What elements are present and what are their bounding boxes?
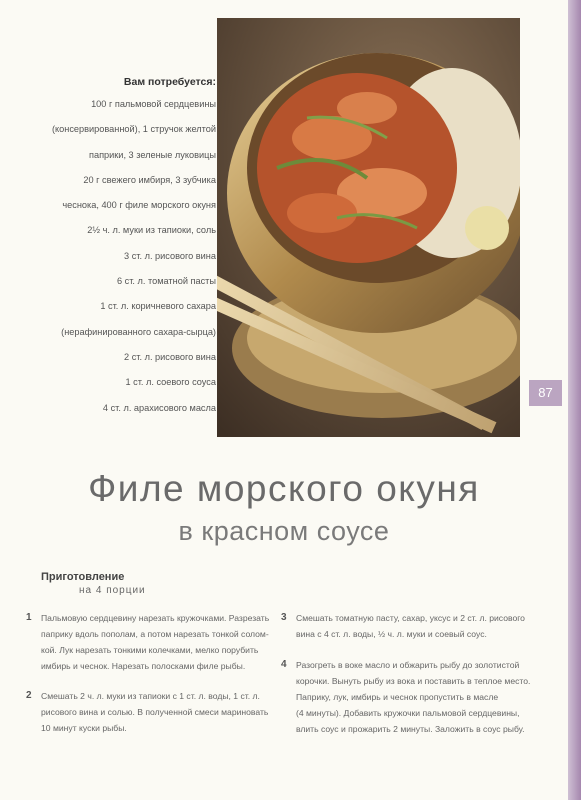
ingredient-line: (консервированной), 1 стручок желтой (51, 124, 216, 135)
book-spine-edge (568, 0, 581, 800)
fish-dish-illustration (217, 18, 520, 437)
ingredient-line: 1 ст. л. коричневого сахара (100, 301, 216, 312)
step-4 (281, 657, 558, 737)
ingredient-line: паприки, 3 зеленые луковицы (88, 149, 216, 160)
step-number: 4 (281, 659, 287, 670)
ingredient-line: 2 ст. л. рисового вина (124, 351, 216, 362)
step-2 (26, 688, 274, 736)
recipe-title: Филе морского окуня (88, 468, 480, 509)
step-line: рисового вина и солью. В полученной смеси мариновать (41, 707, 269, 717)
step-line: (4 минуты). Добавить кружочки пальмовой сердцевины, (296, 708, 520, 718)
ingredient-line: 4 ст. л. арахисового масла (102, 402, 216, 413)
step-line: паприку вдоль пополам, а потом нарезать тонкой солом- (41, 629, 269, 639)
step-number: 3 (281, 612, 287, 623)
ingredients-list (20, 76, 216, 427)
step-line: корочки. Вынуть рыбу из вока и поставить в теплое место. (296, 676, 531, 686)
step-line: вина с 4 ст. л. воды, ½ ч. л. муки и соевый соус. (296, 629, 487, 639)
step-1 (26, 610, 274, 674)
page-number-tab: 87 (529, 380, 562, 406)
step-line: Смешать 2 ч. л. муки из тапиоки с 1 ст. л. воды, 1 ст. л. (41, 691, 260, 701)
ingredient-line: 100 г пальмовой сердцевины (91, 99, 216, 109)
ingredient-line: 20 г свежего имбиря, 3 зубчика (83, 174, 216, 185)
step-line: влить соус и прожарить 2 минуты. Заложить в соус рыбу. (296, 724, 525, 734)
step-line: 10 минут куски рыбы. (41, 723, 127, 733)
step-line: Пальмовую сердцевину нарезать кружочками. Разрезать (41, 613, 270, 623)
step-number: 2 (26, 690, 32, 701)
preparation-heading: Приготовление (41, 571, 125, 583)
recipe-subtitle: в красном соусе (178, 516, 390, 546)
step-number: 1 (26, 612, 32, 623)
step-line: Разогреть в воке масло и обжарить рыбу до золотистой (296, 660, 520, 670)
ingredients-heading: Вам потребуется: (123, 76, 216, 88)
ingredient-line: чеснока, 400 г филе морского окуня (62, 200, 216, 211)
ingredient-line: 3 ст. л. рисового вина (124, 250, 216, 261)
step-line: имбирь и чеснок. Нарезать полосками филе рыбы. (41, 661, 246, 671)
step-line: Паприку, лук, имбирь и чеснок пропустить в масле (296, 692, 499, 702)
ingredient-line: 2½ ч. л. муки из тапиоки, соль (87, 225, 216, 236)
dish-photo (217, 18, 520, 437)
step-3 (281, 610, 558, 642)
ingredient-line: 1 ст. л. соевого соуса (125, 377, 216, 388)
ingredient-line: 6 ст. л. томатной пасты (116, 276, 216, 287)
step-line: кой. Лук нарезать тонкими колечками, мелко порубить (41, 645, 259, 655)
ingredient-line: (нерафинированного сахара-сырца) (61, 326, 216, 337)
step-line: Смешать томатную пасту, сахар, уксус и 2 ст. л. рисового (296, 613, 525, 623)
portions-label: на 4 порции (79, 585, 146, 596)
